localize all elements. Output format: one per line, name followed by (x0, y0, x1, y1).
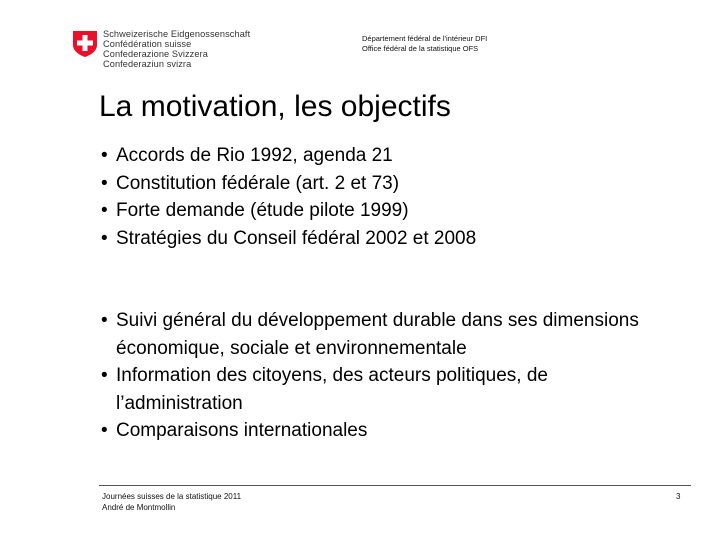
confederation-line-rm: Confederaziun svizra (103, 59, 192, 69)
bullet-marker: • (101, 172, 108, 194)
bullet-marker: • (101, 420, 108, 441)
footer-divider (99, 485, 691, 486)
bullet-marker: • (101, 365, 108, 386)
page-number: 3 (676, 492, 681, 501)
list-item (99, 417, 656, 445)
list-item-text: Forte demande (étude pilote 1999) (116, 200, 409, 221)
list-item (99, 142, 656, 170)
list-item (99, 197, 656, 225)
bullet-list-objectives (99, 307, 656, 445)
bullet-marker: • (101, 227, 108, 249)
list-item (99, 170, 656, 198)
list-item-text: Constitution fédérale (art. 2 et 73) (116, 172, 400, 194)
confederation-line-fr: Confédération suisse (103, 39, 192, 49)
department-header (362, 34, 487, 53)
bullet-list-context (99, 142, 656, 252)
swiss-cross-shield-icon (72, 30, 98, 58)
list-item-text: Accords de Rio 1992, agenda 21 (116, 145, 393, 166)
office-line: Office fédéral de la statistique OFS (362, 43, 479, 53)
bullet-marker: • (101, 310, 108, 331)
footer-event: Journées suisses de la statistique 2011 (102, 492, 242, 501)
department-line: Département fédéral de l'intérieur DFI (362, 34, 488, 43)
list-item (99, 362, 656, 417)
list-item-text: Information des citoyens, des acteurs politiques, de l’administration (116, 365, 548, 414)
bullet-marker: • (101, 145, 108, 166)
footer-author: André de Montmollin (102, 503, 176, 512)
list-item (99, 307, 656, 362)
confederation-line-de: Schweizerische Eidgenossenschaft (103, 29, 251, 39)
confederation-names (103, 29, 250, 69)
confederation-line-it: Confederazione Svizzera (103, 49, 208, 59)
list-item-text: Comparaisons internationales (116, 420, 368, 441)
list-item-text: Stratégies du Conseil fédéral 2002 et 2008 (116, 227, 477, 249)
slide-title: La motivation, les objectifs (99, 90, 451, 123)
list-item (99, 225, 656, 253)
footer-info (102, 491, 241, 513)
bullet-marker: • (101, 200, 108, 221)
list-item-text: Suivi général du développement durable dans ses dimensions économique, sociale et environnementale (116, 310, 639, 359)
